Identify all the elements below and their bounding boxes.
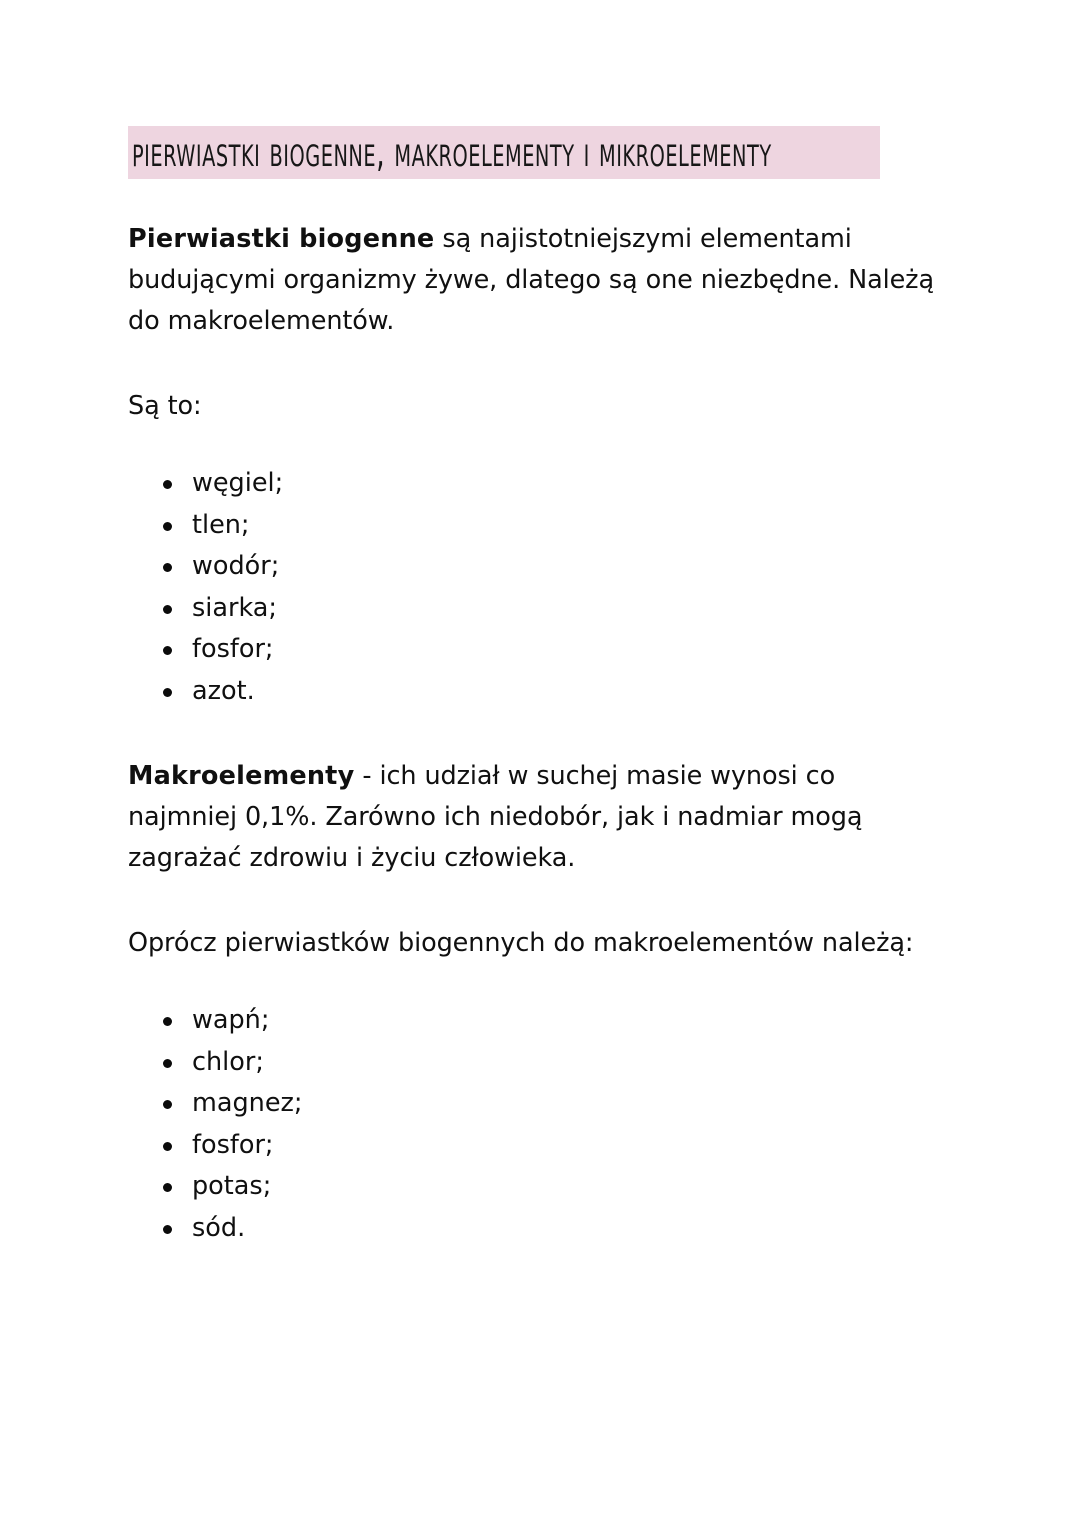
macro-list-lead: Oprócz pierwiastków biogennych do makroelementów należą: bbox=[128, 928, 914, 958]
bullet-dot-icon bbox=[163, 605, 172, 614]
bullet-dot-icon bbox=[163, 1142, 172, 1151]
spacer-after-intro bbox=[128, 342, 958, 386]
intro-rest-text: są najistotniejszymi elementami budującymi organizmy żywe, dlatego są one niezbędne. Należą do makroelementów. bbox=[128, 224, 934, 336]
intro-paragraph bbox=[128, 219, 948, 342]
macroelements-list bbox=[128, 1000, 958, 1249]
list-item bbox=[128, 1000, 958, 1042]
intro-list-lead: Są to: bbox=[128, 391, 202, 421]
list-item-label: siarka; bbox=[192, 592, 278, 623]
macroelements-paragraph bbox=[128, 756, 948, 879]
title-highlight-band bbox=[128, 126, 880, 179]
list-item bbox=[128, 463, 958, 505]
bullet-dot-icon bbox=[163, 688, 172, 697]
macro-rest-text: - ich udział w suchej masie wynosi co najmniej 0,1%. Zarówno ich niedobór, jak i nadmiar mogą zagrażać zdrowiu i życiu człowieka. bbox=[128, 761, 863, 873]
list-item bbox=[128, 671, 958, 713]
list-item bbox=[128, 1083, 958, 1125]
list-item-label: chlor; bbox=[192, 1046, 264, 1077]
bullet-dot-icon bbox=[163, 646, 172, 655]
list-item bbox=[128, 629, 958, 671]
bullet-dot-icon bbox=[163, 480, 172, 489]
spacer-after-first-list bbox=[128, 712, 958, 756]
spacer-before-first-list bbox=[128, 427, 958, 463]
bullet-dot-icon bbox=[163, 563, 172, 572]
bullet-dot-icon bbox=[163, 522, 172, 531]
list-item-label: fosfor; bbox=[192, 1129, 274, 1160]
list-item-label: magnez; bbox=[192, 1088, 303, 1118]
bullet-dot-icon bbox=[163, 1017, 172, 1026]
list-item-label: azot. bbox=[192, 675, 255, 706]
bullet-dot-icon bbox=[163, 1183, 172, 1192]
list-item bbox=[128, 505, 958, 547]
list-item-label: potas; bbox=[192, 1171, 272, 1201]
list-item-label: tlen; bbox=[192, 509, 250, 540]
list-item bbox=[128, 1125, 958, 1167]
bullet-dot-icon bbox=[163, 1100, 172, 1109]
list-item bbox=[128, 1166, 958, 1208]
list-item-label: sód. bbox=[192, 1212, 246, 1243]
intro-lead-bold: Pierwiastki biogenne bbox=[128, 224, 435, 254]
list-item-label: wodór; bbox=[192, 551, 280, 581]
biogenic-elements-list bbox=[128, 463, 958, 712]
list-item-label: węgiel; bbox=[192, 468, 284, 498]
list-item bbox=[128, 546, 958, 588]
spacer-after-macro-paragraph bbox=[128, 879, 958, 923]
macro-lead-bold: Makroelementy bbox=[128, 761, 355, 791]
page-title-text: pierwiastki biogenne, makroelementy i mikroelementy bbox=[132, 129, 772, 177]
spacer-before-second-list bbox=[128, 964, 958, 1000]
bullet-dot-icon bbox=[163, 1225, 172, 1234]
list-item bbox=[128, 1042, 958, 1084]
document-content bbox=[128, 126, 958, 1249]
list-item-label: wapń; bbox=[192, 1005, 270, 1035]
bullet-dot-icon bbox=[163, 1059, 172, 1068]
list-item-label: fosfor; bbox=[192, 634, 274, 664]
page-title bbox=[128, 126, 958, 179]
list-item bbox=[128, 588, 958, 630]
list-item bbox=[128, 1208, 958, 1250]
